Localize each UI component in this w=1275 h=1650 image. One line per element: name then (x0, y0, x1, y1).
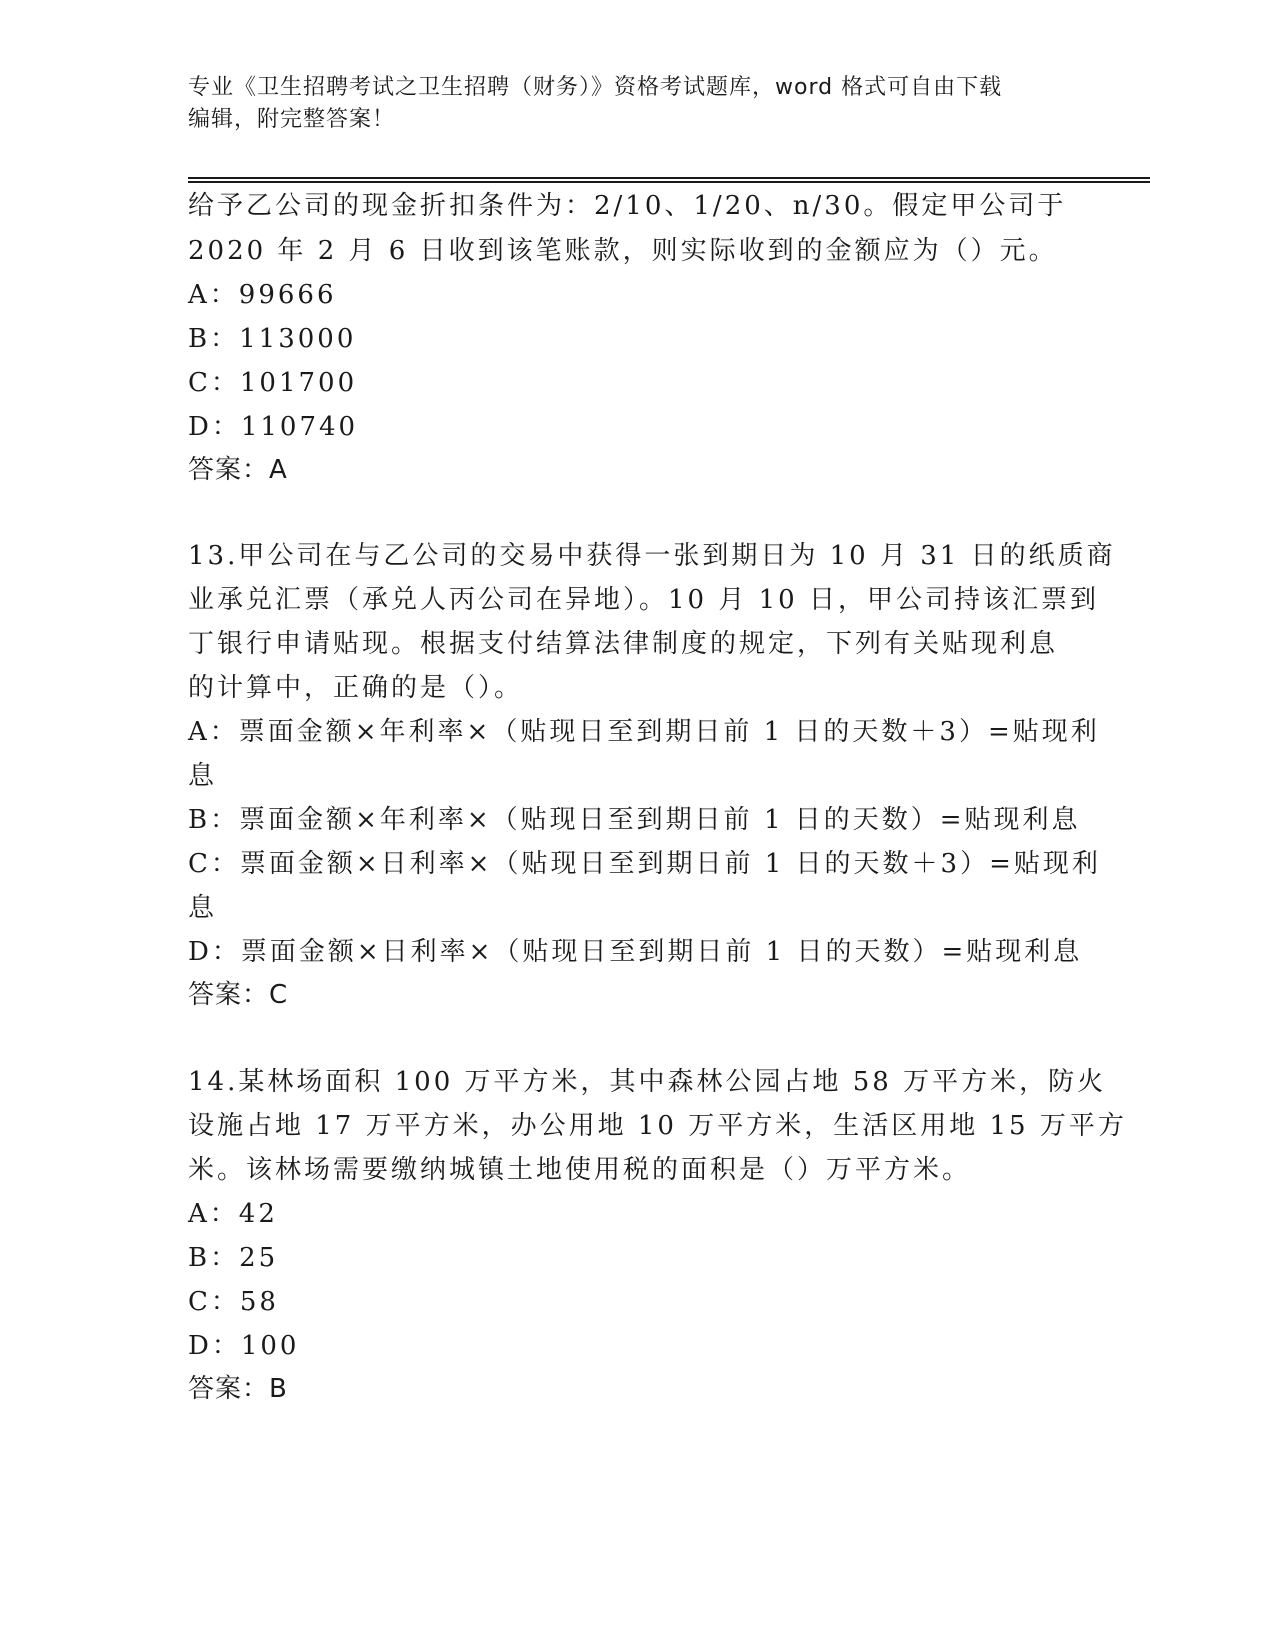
q14-answer: 答案：B (188, 1374, 288, 1404)
q13-text-line-1: 13.甲公司在与乙公司的交易中获得一张到期日为 10 月 31 日的纸质商 (188, 541, 1116, 571)
header-line-1: 专业《卫生招聘考试之卫生招聘（财务）》资格考试题库，word 格式可自由下载 (188, 75, 1003, 100)
q12-option-c: C：101700 (188, 368, 358, 398)
q14-option-d: D：100 (188, 1331, 300, 1361)
q13-text-line-3: 丁银行申请贴现。根据支付结算法律制度的规定，下列有关贴现利息 (188, 629, 1059, 659)
q12-option-a: A：99666 (188, 280, 337, 310)
document-header (188, 72, 1068, 136)
header-divider (188, 177, 1150, 183)
q14-text-line-1: 14.某林场面积 100 万平方米，其中森林公园占地 58 万平方米，防火 (188, 1067, 1107, 1097)
q12-answer: 答案：A (188, 455, 288, 485)
q14-option-c: C：58 (188, 1287, 279, 1317)
q12-option-b: B：113000 (188, 324, 357, 354)
q12-text-line-1: 给予乙公司的现金折扣条件为：2/10、1/20、n/30。假定甲公司于 (188, 191, 1067, 221)
q13-option-c-line-2: 息 (188, 893, 218, 923)
q13-answer: 答案：C (188, 980, 289, 1010)
q13-text-line-4: 的计算中，正确的是（）。 (188, 673, 524, 703)
q13-option-c-line-1: C：票面金额×日利率×（贴现日至到期日前 1 日的天数＋3）=贴现利 (188, 849, 1101, 879)
q12-text-line-2: 2020 年 2 月 6 日收到该笔账款，则实际收到的金额应为（）元。 (188, 236, 1058, 266)
q14-text-line-3: 米。该林场需要缴纳城镇土地使用税的面积是（）万平方米。 (188, 1155, 972, 1185)
q13-option-a-line-2: 息 (188, 761, 218, 791)
q14-option-b: B：25 (188, 1243, 279, 1273)
header-line-2: 编辑，附完整答案！ (188, 107, 396, 132)
q13-text-line-2: 业承兑汇票（承兑人丙公司在异地）。10 月 10 日，甲公司持该汇票到 (188, 585, 1099, 615)
q13-option-d: D：票面金额×日利率×（贴现日至到期日前 1 日的天数）=贴现利息 (188, 937, 1083, 967)
q14-text-line-2: 设施占地 17 万平方米，办公用地 10 万平方米，生活区用地 15 万平方 (188, 1111, 1127, 1141)
q13-option-a-line-1: A：票面金额×年利率×（贴现日至到期日前 1 日的天数＋3）=贴现利 (188, 717, 1100, 747)
q12-option-d: D：110740 (188, 412, 359, 442)
q13-option-b: B：票面金额×年利率×（贴现日至到期日前 1 日的天数）=贴现利息 (188, 805, 1081, 835)
q14-option-a: A：42 (188, 1199, 278, 1229)
